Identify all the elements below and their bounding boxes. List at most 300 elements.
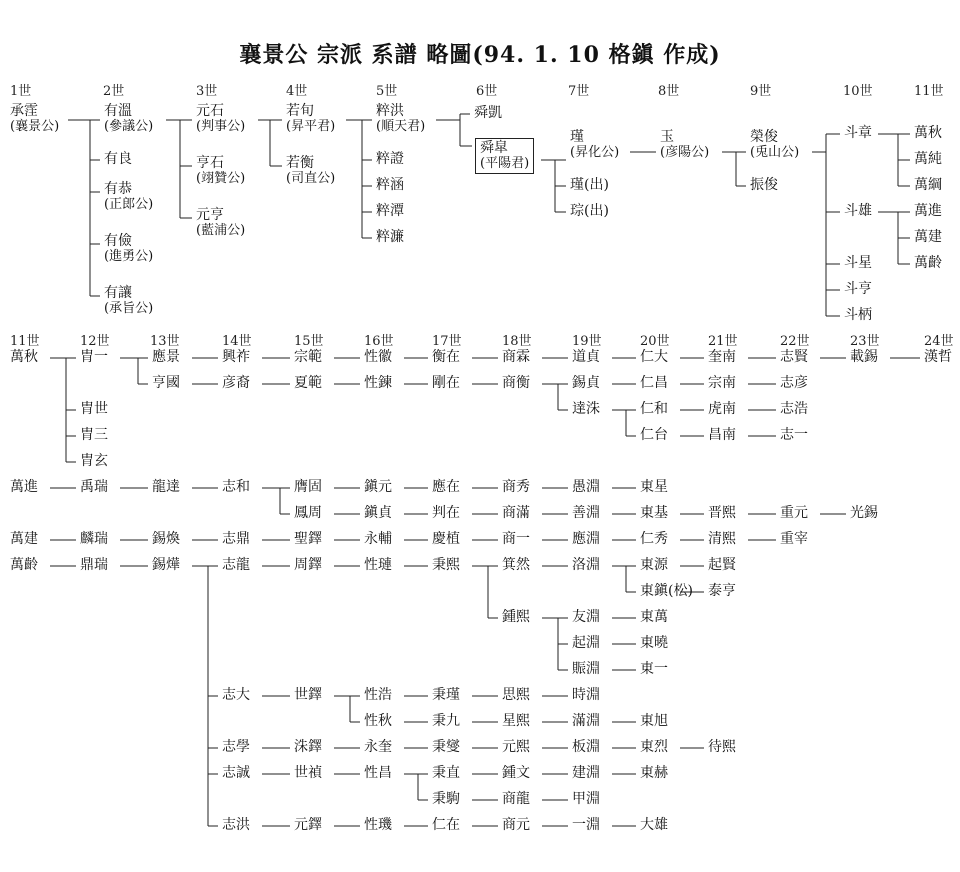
person-name: 秉瑾 (432, 687, 460, 703)
person-name: 秉九 (432, 713, 460, 729)
generation-label-bottom-7: 17世 (432, 334, 462, 349)
person-name: 鳳周 (294, 505, 322, 521)
person-name: 亨石 (196, 155, 224, 171)
person-name: 錫煥 (152, 531, 180, 547)
person-name: 志鼎 (222, 531, 250, 547)
person-b7 (432, 350, 460, 365)
person-v9 (572, 714, 600, 729)
person-name: 振俊 (750, 177, 778, 193)
person-name: 玉 (660, 129, 674, 145)
person-s9 (572, 636, 600, 651)
person-z4 (222, 818, 250, 833)
person-m12 (780, 532, 808, 547)
person-u9 (572, 688, 600, 703)
person-z6 (364, 818, 392, 833)
person-name: 萬進 (10, 479, 38, 495)
person-name: 一淵 (572, 817, 600, 833)
person-c4 (222, 376, 250, 391)
person-name: 元熙 (502, 739, 530, 755)
person-d12 (780, 402, 808, 417)
person-u8 (502, 688, 530, 703)
person-title: (平陽君) (480, 156, 530, 171)
person-name: 斗柄 (844, 307, 872, 323)
person-name: 起淵 (572, 635, 600, 651)
person-j3 (152, 480, 180, 495)
person-u6 (364, 688, 392, 703)
person-name: 周鐸 (294, 557, 322, 573)
person-y8 (502, 792, 530, 807)
person-n5a (376, 104, 425, 134)
person-name: 性秋 (364, 713, 392, 729)
person-name: 志浩 (780, 401, 808, 417)
person-p4 (222, 558, 250, 573)
generation-label-top-10: 10世 (843, 84, 873, 99)
person-title: (翊贊公) (196, 171, 246, 186)
person-name: 胄一 (80, 349, 108, 365)
person-m10 (640, 532, 668, 547)
person-n10c (844, 256, 872, 271)
person-r8 (502, 610, 530, 625)
person-name: 光錫 (850, 505, 878, 521)
person-b14 (924, 350, 952, 365)
person-b4 (222, 350, 250, 365)
person-title: (兎山公) (750, 145, 800, 160)
person-name: 麟瑞 (80, 531, 108, 547)
person-name: 舜皐 (480, 140, 508, 156)
person-b6 (364, 350, 392, 365)
generation-label-top-3: 3世 (196, 84, 218, 99)
person-n9a (750, 130, 799, 160)
person-j6 (364, 480, 392, 495)
person-q11 (708, 584, 736, 599)
person-z7 (432, 818, 460, 833)
person-name: 琮(出) (570, 203, 609, 219)
generation-label-bottom-6: 16世 (364, 334, 394, 349)
person-title: (司直公) (286, 171, 336, 186)
person-x8 (502, 766, 530, 781)
person-name: 仁秀 (640, 531, 668, 547)
person-name: 東源 (640, 557, 668, 573)
person-name: 鼎瑞 (80, 557, 108, 573)
person-y9 (572, 792, 600, 807)
person-n7b (570, 178, 609, 193)
person-n5e (376, 230, 404, 245)
person-w5 (294, 740, 322, 755)
person-name: 東萬 (640, 609, 668, 625)
person-name: 志一 (780, 427, 808, 443)
person-name: 甲淵 (572, 791, 600, 807)
generation-label-top-5: 5世 (376, 84, 398, 99)
person-name: 商一 (502, 531, 530, 547)
person-name: 有溫 (104, 103, 132, 119)
person-n4a (286, 104, 335, 134)
person-name: 粹涵 (376, 177, 404, 193)
person-n3c (196, 208, 245, 238)
person-name: 東鎭(松) (640, 583, 693, 599)
person-n8 (660, 130, 709, 160)
person-z8 (502, 818, 530, 833)
person-name: 洛淵 (572, 557, 600, 573)
person-e12 (780, 428, 808, 443)
person-name: 有儉 (104, 233, 132, 249)
person-n7a (570, 130, 619, 160)
person-name: 元鐸 (294, 817, 322, 833)
person-name: 秉直 (432, 765, 460, 781)
person-n11e (914, 230, 942, 245)
person-name: 東烈 (640, 739, 668, 755)
person-name: 建淵 (572, 765, 600, 781)
person-p2 (80, 558, 108, 573)
person-name: 萬建 (914, 229, 942, 245)
person-name: 性浩 (364, 687, 392, 703)
person-name: 志洪 (222, 817, 250, 833)
person-name: 興祚 (222, 349, 250, 365)
person-name: 應景 (152, 349, 180, 365)
person-name: 志龍 (222, 557, 250, 573)
person-r9 (572, 610, 600, 625)
person-name: 志學 (222, 739, 250, 755)
person-y7 (432, 792, 460, 807)
person-title: (承旨公) (104, 301, 154, 316)
person-name: 東赫 (640, 765, 668, 781)
person-w9 (572, 740, 600, 755)
person-name: 晋熙 (708, 505, 736, 521)
person-j9 (572, 480, 600, 495)
person-p6 (364, 558, 392, 573)
generation-label-bottom-10: 20世 (640, 334, 670, 349)
person-name: 昌南 (708, 427, 736, 443)
person-b10 (640, 350, 668, 365)
generation-label-bottom-9: 19世 (572, 334, 602, 349)
person-k9 (572, 506, 600, 521)
person-m3 (152, 532, 180, 547)
person-name: 萬齡 (914, 255, 942, 271)
person-j8 (502, 480, 530, 495)
person-t10 (640, 662, 668, 677)
person-b11 (708, 350, 736, 365)
person-name: 泰亨 (708, 583, 736, 599)
person-name: 夏範 (294, 375, 322, 391)
person-n10e (844, 308, 872, 323)
person-title: (彦陽公) (660, 145, 710, 160)
person-title: (正郎公) (104, 197, 154, 212)
person-z9 (572, 818, 600, 833)
person-d9 (572, 402, 600, 417)
person-e11 (708, 428, 736, 443)
person-d11 (708, 402, 736, 417)
person-w7 (432, 740, 460, 755)
person-b9 (572, 350, 600, 365)
person-n2a (104, 104, 153, 134)
person-title: (藍浦公) (196, 223, 246, 238)
person-name: 承霔 (10, 103, 38, 119)
person-f2 (80, 402, 108, 417)
person-n5b (376, 152, 404, 167)
person-n2e (104, 286, 153, 316)
person-c7 (432, 376, 460, 391)
person-name: 東一 (640, 661, 668, 677)
person-title: (判事公) (196, 119, 246, 134)
person-b13 (850, 350, 878, 365)
person-name: 奎南 (708, 349, 736, 365)
person-name: 聖鐸 (294, 531, 322, 547)
person-n5c (376, 178, 404, 193)
person-name: 志大 (222, 687, 250, 703)
person-name: 萬秋 (10, 349, 38, 365)
person-name: 粹洪 (376, 103, 404, 119)
person-name: 鎭貞 (364, 505, 392, 521)
person-m9 (572, 532, 600, 547)
person-j1 (10, 480, 38, 495)
generation-label-top-2: 2世 (103, 84, 125, 99)
generation-label-top-9: 9世 (750, 84, 772, 99)
person-name: 東星 (640, 479, 668, 495)
person-m11 (708, 532, 736, 547)
person-x4 (222, 766, 250, 781)
person-k12 (780, 506, 808, 521)
person-name: 載錫 (850, 349, 878, 365)
person-name: 滿淵 (572, 713, 600, 729)
person-name: 待熙 (708, 739, 736, 755)
person-name: 瑾(出) (570, 177, 609, 193)
person-n2d (104, 234, 153, 264)
person-g2 (80, 428, 108, 443)
generation-label-bottom-1: 11世 (10, 334, 40, 349)
person-name: 錫燁 (152, 557, 180, 573)
person-name: 應淵 (572, 531, 600, 547)
person-name: 元石 (196, 103, 224, 119)
person-w10 (640, 740, 668, 755)
person-k6 (364, 506, 392, 521)
person-name: 東基 (640, 505, 668, 521)
person-name: 粹濂 (376, 229, 404, 245)
generation-label-top-11: 11世 (914, 84, 944, 99)
person-name: 有恭 (104, 181, 132, 197)
person-name: 友淵 (572, 609, 600, 625)
person-name: 重元 (780, 505, 808, 521)
person-name: 仁在 (432, 817, 460, 833)
person-name: 性璉 (364, 557, 392, 573)
person-name: 時淵 (572, 687, 600, 703)
person-name: 清熙 (708, 531, 736, 547)
person-u7 (432, 688, 460, 703)
person-b1 (10, 350, 38, 365)
person-name: 胄玄 (80, 453, 108, 469)
person-h2 (80, 454, 108, 469)
person-name: 虎南 (708, 401, 736, 417)
person-c6 (364, 376, 392, 391)
person-name: 判在 (432, 505, 460, 521)
person-t9 (572, 662, 600, 677)
person-k8 (502, 506, 530, 521)
person-b3 (152, 350, 180, 365)
person-name: 達洙 (572, 401, 600, 417)
person-name: 箕然 (502, 557, 530, 573)
generation-label-top-7: 7世 (568, 84, 590, 99)
person-title: (昇化公) (570, 145, 620, 160)
person-n10a (844, 126, 872, 141)
person-b2 (80, 350, 108, 365)
generation-label-bottom-3: 13世 (150, 334, 180, 349)
person-j7 (432, 480, 460, 495)
person-name: 榮俊 (750, 129, 778, 145)
person-n11c (914, 178, 942, 193)
person-m5 (294, 532, 322, 547)
person-name: 秉熙 (432, 557, 460, 573)
person-n11f (914, 256, 942, 271)
person-name: 商霖 (502, 349, 530, 365)
person-m8 (502, 532, 530, 547)
person-name: 東旭 (640, 713, 668, 729)
person-p11 (708, 558, 736, 573)
generation-label-top-4: 4世 (286, 84, 308, 99)
person-name: 衡在 (432, 349, 460, 365)
person-k7 (432, 506, 460, 521)
person-r10 (640, 610, 668, 625)
person-name: 剛在 (432, 375, 460, 391)
person-name: 舜凱 (474, 105, 502, 121)
person-name: 萬秋 (914, 125, 942, 141)
person-name: 仁和 (640, 401, 668, 417)
person-n2c (104, 182, 153, 212)
person-p7 (432, 558, 460, 573)
person-p9 (572, 558, 600, 573)
person-name: 志和 (222, 479, 250, 495)
person-c10 (640, 376, 668, 391)
person-n3b (196, 156, 245, 186)
person-name: 道貞 (572, 349, 600, 365)
person-u4 (222, 688, 250, 703)
person-n11a (914, 126, 942, 141)
person-q10 (640, 584, 693, 599)
person-name: 禹瑞 (80, 479, 108, 495)
person-name: 斗雄 (844, 203, 872, 219)
chart-title: 襄景公 宗派 系譜 略圖(94. 1. 10 格鎭 作成) (239, 42, 721, 68)
person-p3 (152, 558, 180, 573)
person-b8 (502, 350, 530, 365)
person-c5 (294, 376, 322, 391)
person-name: 性徽 (364, 349, 392, 365)
person-n5d (376, 204, 404, 219)
person-name: 性璣 (364, 817, 392, 833)
generation-label-top-1: 1世 (10, 84, 32, 99)
person-p5 (294, 558, 322, 573)
person-w6 (364, 740, 392, 755)
generation-label-bottom-5: 15世 (294, 334, 324, 349)
person-name: 重宰 (780, 531, 808, 547)
person-m1 (10, 532, 38, 547)
person-n9b (750, 178, 778, 193)
person-n1 (10, 104, 59, 134)
person-name: 鎭元 (364, 479, 392, 495)
person-n2b (104, 152, 132, 167)
person-name: 洙鐸 (294, 739, 322, 755)
person-name: 商滿 (502, 505, 530, 521)
person-name: 瑾 (570, 129, 584, 145)
generation-label-bottom-11: 21世 (708, 334, 738, 349)
person-name: 鍾熙 (502, 609, 530, 625)
person-name: 亨國 (152, 375, 180, 391)
person-name: 商秀 (502, 479, 530, 495)
generation-label-bottom-8: 18世 (502, 334, 532, 349)
generation-label-bottom-4: 14世 (222, 334, 252, 349)
generation-label-bottom-2: 12世 (80, 334, 110, 349)
person-name: 秉燮 (432, 739, 460, 755)
person-n6b (475, 138, 534, 174)
person-name: 龍達 (152, 479, 180, 495)
person-m6 (364, 532, 392, 547)
person-p10 (640, 558, 668, 573)
person-k13 (850, 506, 878, 521)
person-name: 彦裔 (222, 375, 250, 391)
person-v8 (502, 714, 530, 729)
person-name: 萬齡 (10, 557, 38, 573)
person-name: 斗章 (844, 125, 872, 141)
person-c11 (708, 376, 736, 391)
person-name: 粹證 (376, 151, 404, 167)
person-name: 粹潭 (376, 203, 404, 219)
person-name: 胄世 (80, 401, 108, 417)
person-name: 有讓 (104, 285, 132, 301)
person-name: 愚淵 (572, 479, 600, 495)
person-x6 (364, 766, 392, 781)
person-d10 (640, 402, 668, 417)
person-title: (進勇公) (104, 249, 154, 264)
generation-label-bottom-13: 23世 (850, 334, 880, 349)
person-name: 漢哲 (924, 349, 952, 365)
generation-label-top-6: 6世 (476, 84, 498, 99)
person-name: 萬建 (10, 531, 38, 547)
person-k10 (640, 506, 668, 521)
person-c3 (152, 376, 180, 391)
person-z10 (640, 818, 668, 833)
person-v7 (432, 714, 460, 729)
generation-label-top-8: 8世 (658, 84, 680, 99)
person-m4 (222, 532, 250, 547)
person-name: 仁昌 (640, 375, 668, 391)
person-name: 萬綱 (914, 177, 942, 193)
person-k11 (708, 506, 736, 521)
person-name: 鍾文 (502, 765, 530, 781)
person-name: 志誠 (222, 765, 250, 781)
person-name: 星熙 (502, 713, 530, 729)
person-n6a (474, 106, 502, 121)
person-name: 性昌 (364, 765, 392, 781)
person-name: 志賢 (780, 349, 808, 365)
person-p8 (502, 558, 530, 573)
person-name: 大雄 (640, 817, 668, 833)
person-n3a (196, 104, 245, 134)
person-k5 (294, 506, 322, 521)
person-name: 若旬 (286, 103, 314, 119)
person-name: 世禎 (294, 765, 322, 781)
person-j5 (294, 480, 322, 495)
person-name: 斗亨 (844, 281, 872, 297)
person-n4b (286, 156, 335, 186)
person-name: 應在 (432, 479, 460, 495)
person-s10 (640, 636, 668, 651)
person-v10 (640, 714, 668, 729)
person-name: 宗範 (294, 349, 322, 365)
person-name: 萬進 (914, 203, 942, 219)
person-e10 (640, 428, 668, 443)
person-name: 世鐸 (294, 687, 322, 703)
person-name: 斗星 (844, 255, 872, 271)
person-name: 有良 (104, 151, 132, 167)
person-name: 錫貞 (572, 375, 600, 391)
generation-label-bottom-14: 24世 (924, 334, 954, 349)
person-c12 (780, 376, 808, 391)
